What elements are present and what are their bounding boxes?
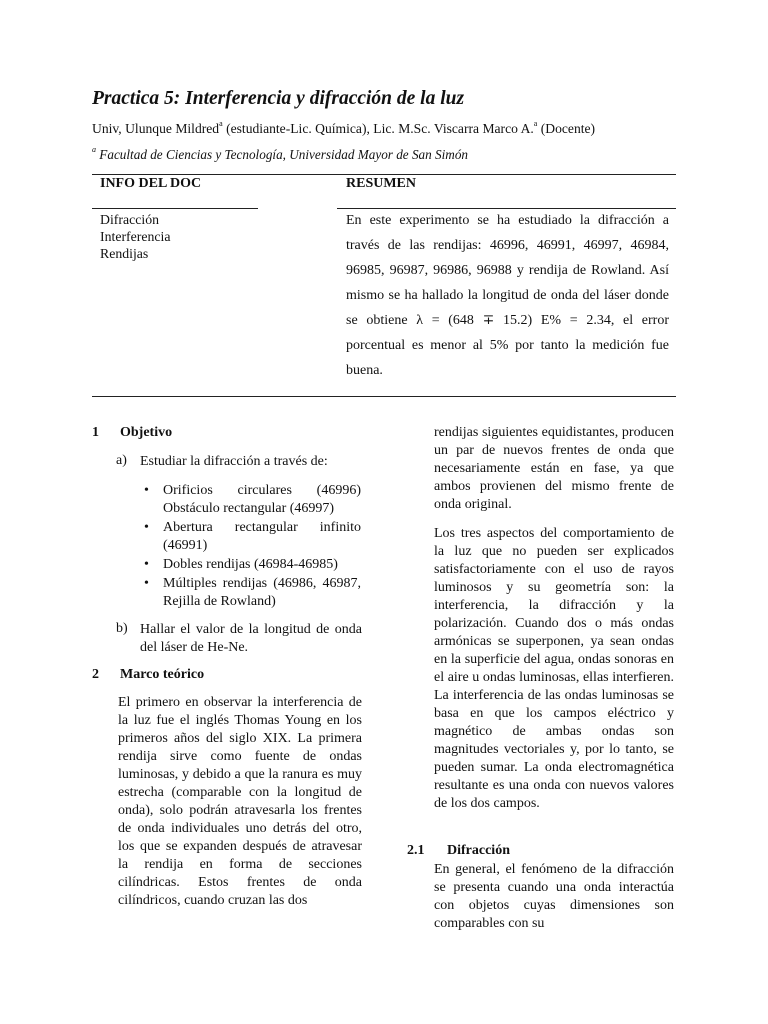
right-column-paragraph: Los tres aspectos del comportamiento de la luz que no pueden ser explicados satisfactoriamente con el uso de rayos luminosos y su geometría son: la interferencia, la difracción y la polarización. Cuando dos o más ondas armónicas se superponen, ya sean ondas en la superficie del agua, ondas sonoras en el aire u ondas luminosas, ellas interfieren. La interferencia de las ondas luminosas se basa en que los campos eléctrico y magnético de ambas ondas son magnitudes vectoriales y, por lo tanto, se pueden sumar. La onda electromagnética resultante es una onda con nuevos valores de los dos campos. [434,526,674,811]
affiliation-mark: a [92,145,96,154]
section-2-1-paragraph: En general, el fenómeno de la difracción se presenta cuando una onda interactúa con objetos cuyas dimensiones son comparables con su [434,862,674,931]
section-2-1-title: Difracción [447,843,510,858]
section-1-number: 1 [92,425,99,440]
author-1-affil-mark: a [219,119,223,128]
item-a-label: a) [116,453,127,468]
bottom-rule [92,396,676,397]
section-2-title: Marco teórico [120,667,205,682]
section-2-1-number: 2.1 [407,843,425,858]
section-1-title: Objetivo [120,425,173,440]
affiliation-text: Facultad de Ciencias y Tecnología, Universidad Mayor de San Simón [96,147,469,162]
keyword: Difracción [100,212,159,227]
bullet-list [139,482,361,612]
author-2-role: (Docente) [537,121,596,136]
keyword: Rendijas [100,246,149,261]
item-b-text: Hallar el valor de la longitud de onda del láser de He-Ne. [140,622,362,655]
section-2-paragraph: El primero en observar la interferencia de la luz fue el inglés Thomas Young en los primeros años del siglo XIX. La primera rendija sirve como fuente de ondas luminosas, y debido a que la ranura es muy estrecha (comparable con la longitud de onda), solo podrán atravesarla los frentes de onda individuales uno detrás del otro, los que se expanden después de atravesar la rendija en forma de secciones cilíndricas. Estos frentes de onda cilíndricos, cuando cruzan las dos [118,695,362,908]
author-2-text: (estudiante-Lic. Química), Lic. M.Sc. Viscarra Marco A. [222,121,534,136]
bullet-item: • Múltiples rendijas (46986, 46987, Rejilla de Rowland) [139,575,361,611]
paper-title: Practica 5: Interferencia y difracción de la luz [92,88,465,109]
keyword-list [100,211,170,262]
section-2-number: 2 [92,667,99,682]
info-rule [92,208,258,209]
author-2-affil-mark: a [533,119,538,128]
info-header: INFO DEL DOC [100,176,202,191]
author-1-name: Univ, Ulunque Mildred [92,121,220,136]
item-a-text: Estudiar la difracción a través de: [140,454,328,469]
keyword: Interferencia [100,229,171,244]
abstract-header: RESUMEN [346,176,417,191]
bullet-item: • Dobles rendijas (46984-46985) [139,556,361,574]
top-rule [92,174,676,175]
right-column-continuation: rendijas siguientes equidistantes, producen un par de nuevos frentes de onda que necesariamente están en fase, ya que ambos provienen del mismo frente de onda original. [434,425,674,512]
item-b-label: b) [116,621,128,636]
author-line [92,121,595,137]
affiliation [92,147,468,163]
bullet-item: • Orificios circulares (46996) Obstáculo rectangular (46997) [139,482,361,518]
abstract-text: En este experimento se ha estudiado la difracción a través de las rendijas: 46996, 46991, 46997, 46984, 96985, 96987, 96986, 96988 y rendija de Rowland. Así mismo se ha hallado la longitud de onda del láser donde se obtiene λ = (648 ∓ 15.2) E% = 2.34, el error porcentual es menor al 5% por tanto la medición fue buena. [346,213,669,378]
bullet-item: • Abertura rectangular infinito (46991) [139,519,361,555]
